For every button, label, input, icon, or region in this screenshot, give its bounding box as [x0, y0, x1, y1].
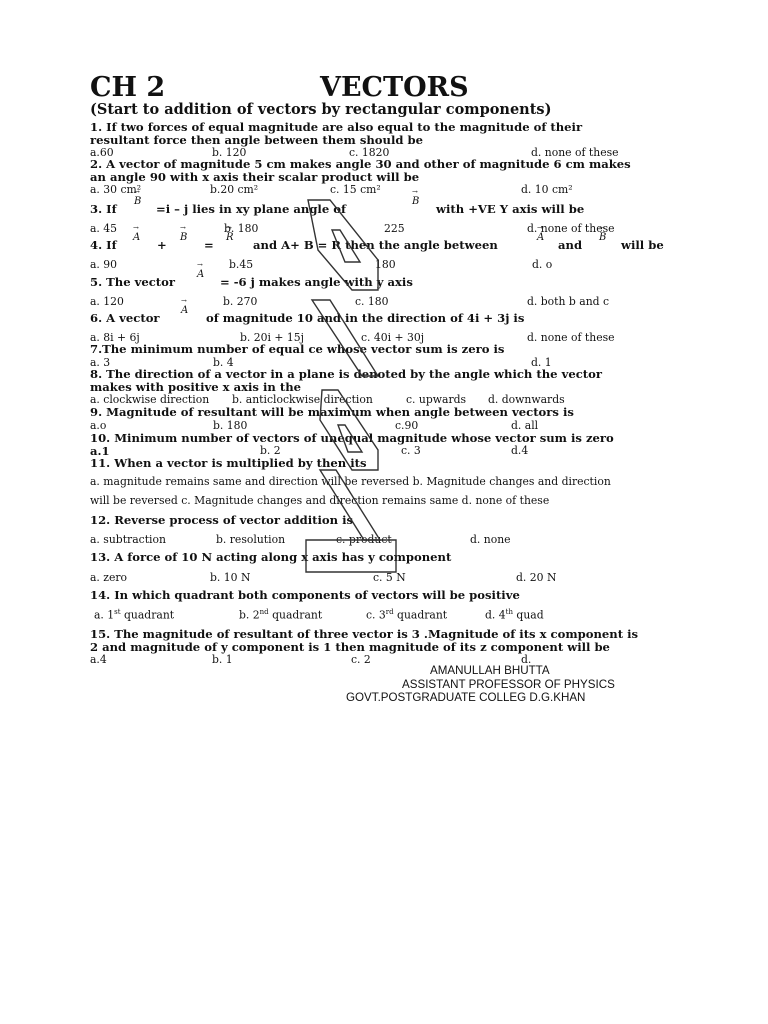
zigzag-segment-3 [320, 390, 378, 470]
question-14-option-d: d. 4th quad [485, 608, 544, 622]
question-2-option-b: b.20 cm² [210, 183, 259, 196]
vector-a-symbol: → A [133, 232, 140, 243]
question-4-part-1: 4. If [90, 238, 117, 252]
question-3-part-3: with +VE Y axis will be [436, 202, 585, 216]
question-8-option-a: a. clockwise direction [90, 393, 210, 406]
plus-sign: + [157, 238, 167, 252]
question-3-option-a: a. 45 [90, 222, 118, 235]
question-4-option-a: a. 90 [90, 258, 118, 271]
question-6-part-1: 6. A vector [90, 311, 160, 325]
question-14-option-c: c. 3rd quadrant [366, 608, 448, 622]
zigzag-base-bar [306, 540, 396, 572]
zigzag-segment-1 [308, 200, 378, 290]
equals-sign: = [204, 238, 214, 252]
vector-b-symbol: → B [134, 196, 141, 207]
question-12-option-a: a. subtraction [90, 533, 166, 546]
question-9-option-a: a.o [90, 419, 107, 432]
question-2-line-1: 2. A vector of magnitude 5 cm makes angle 30 and other of magnitude 6 cm makes [90, 157, 631, 171]
page-subtitle: (Start to addition of vectors by rectangular components) [90, 101, 552, 118]
author-position: ASSISTANT PROFESSOR OF PHYSICS [402, 678, 615, 691]
question-8-line-2: makes with positive x axis in the [90, 380, 302, 394]
question-6-option-d: d. none of these [527, 331, 615, 344]
question-9-option-b: b. 180 [213, 419, 248, 432]
question-9-option-c: c.90 [395, 419, 419, 432]
zigzag-segment-4 [320, 470, 380, 540]
question-5-part-1: 5. The vector [90, 275, 175, 289]
question-10-option-a: a.1 [90, 444, 110, 458]
question-4-part-3: will be [621, 238, 664, 252]
question-4-option-c: 180 [375, 258, 396, 271]
question-11-line-1: 11. When a vector is multiplied by then its [90, 456, 367, 470]
question-3-part-2: =i – j lies in xy plane angle of [156, 202, 346, 216]
vector-r-symbol: → R [226, 232, 234, 243]
author-name: AMANULLAH BHUTTA [430, 664, 550, 677]
question-15-line-2: 2 and magnitude of y component is 1 then magnitude of its z component will be [90, 640, 610, 654]
question-14-line-1: 14. In which quadrant both components of vectors will be positive [90, 588, 520, 602]
question-3-option-c: 225 [384, 222, 405, 235]
question-15-option-b: b. 1 [212, 653, 233, 666]
question-5-option-c: c. 180 [355, 295, 389, 308]
question-1-option-c: c. 1820 [349, 146, 390, 159]
question-5-part-2: = -6 j makes angle with y axis [220, 275, 413, 289]
vector-b-symbol: → B [599, 232, 606, 243]
question-7-option-a: a. 3 [90, 356, 111, 369]
question-10-option-b: b. 2 [260, 444, 281, 457]
question-6-option-b: b. 20i + 15j [240, 331, 304, 344]
question-15-line-1: 15. The magnitude of resultant of three vector is 3 .Magnitude of its x component is [90, 627, 639, 641]
question-10-option-d: d.4 [511, 444, 529, 457]
question-7-option-d: d. 1 [531, 356, 552, 369]
question-14-option-b: b. 2nd quadrant [239, 608, 323, 622]
question-5-option-b: b. 270 [223, 295, 258, 308]
question-2-option-d: d. 10 cm² [521, 183, 573, 196]
question-1-option-a: a.60 [90, 146, 114, 159]
question-5-option-a: a. 120 [90, 295, 124, 308]
question-4-option-d: d. o [532, 258, 553, 271]
and-text: and [558, 238, 583, 252]
question-3-option-b: b. 180 [224, 222, 259, 235]
vector-a-symbol: → A [197, 269, 204, 280]
question-12-option-b: b. resolution [216, 533, 286, 546]
question-11-line-2: a. magnitude remains same and direction will be reversed b. Magnitude changes and direction [90, 475, 611, 488]
question-14-option-a: a. 1st quadrant [94, 608, 175, 622]
chapter-number: CH 2 [90, 72, 166, 103]
question-8-option-c: c. upwards [406, 393, 467, 406]
question-12-option-c: c. product [336, 533, 392, 546]
question-4-option-b: b.45 [229, 258, 254, 271]
vector-a-symbol: → A [537, 232, 544, 243]
question-15-option-c: c. 2 [351, 653, 371, 666]
question-15-option-a: a.4 [90, 653, 107, 666]
question-7-option-b: b. 4 [213, 356, 234, 369]
vector-a-symbol: → A [181, 305, 188, 316]
question-9-option-d: d. all [511, 419, 539, 432]
question-10-option-c: c. 3 [401, 444, 421, 457]
question-12-option-d: d. none [470, 533, 511, 546]
question-6-option-c: c. 40i + 30j [361, 331, 425, 344]
zigzag-segment-2 [312, 300, 378, 376]
question-6-option-a: a. 8i + 6j [90, 331, 140, 344]
vector-b-symbol: → B [412, 196, 419, 207]
question-3-option-d: d. none of these [527, 222, 615, 235]
question-4-part-2: and A+ B = R then the angle between [253, 238, 498, 252]
question-11-line-3: will be reversed c. Magnitude changes and direction remains same d. none of these [90, 494, 550, 507]
question-12-line-1: 12. Reverse process of vector addition is [90, 513, 354, 527]
question-3-part-1: 3. If [90, 202, 117, 216]
question-13-line-1: 13. A force of 10 N acting along x axis has y component [90, 550, 452, 564]
question-1-line-1: 1. If two forces of equal magnitude are also equal to the magnitude of their [90, 120, 583, 134]
question-10-line-1: 10. Minimum number of vectors of unequal magnitude whose vector sum is zero [90, 431, 614, 445]
question-1-option-d: d. none of these [531, 146, 619, 159]
question-9-line-1: 9. Magnitude of resultant will be maximum when angle between vectors is [90, 405, 574, 419]
question-8-option-b: b. anticlockwise direction [232, 393, 373, 406]
question-1-line-2: resultant force then angle between them should be [90, 133, 423, 147]
question-6-part-2: of magnitude 10 and in the direction of 4i + 3j is [206, 311, 525, 325]
question-15-option-d: d. [521, 653, 532, 666]
question-13-option-a: a. zero [90, 571, 128, 584]
question-5-option-d: d. both b and c [527, 295, 610, 308]
vector-b-symbol: → B [180, 232, 187, 243]
question-8-option-d: d. downwards [488, 393, 565, 406]
question-2-option-c: c. 15 cm² [330, 183, 381, 196]
question-2-line-2: an angle 90 with x axis their scalar product will be [90, 170, 420, 184]
question-1-option-b: b. 120 [212, 146, 247, 159]
question-2-option-a: a. 30 cm² [90, 183, 142, 196]
question-8-line-1: 8. The direction of a vector in a plane is denoted by the angle which the vector [90, 367, 602, 381]
question-13-option-d: d. 20 N [516, 571, 557, 584]
page-title: VECTORS [320, 72, 469, 103]
author-college: GOVT.POSTGRADUATE COLLEG D.G.KHAN [346, 691, 586, 704]
question-7-line-1: 7.The minimum number of equal ce whose vector sum is zero is [90, 342, 505, 356]
question-13-option-b: b. 10 N [210, 571, 251, 584]
question-13-option-c: c. 5 N [373, 571, 406, 584]
